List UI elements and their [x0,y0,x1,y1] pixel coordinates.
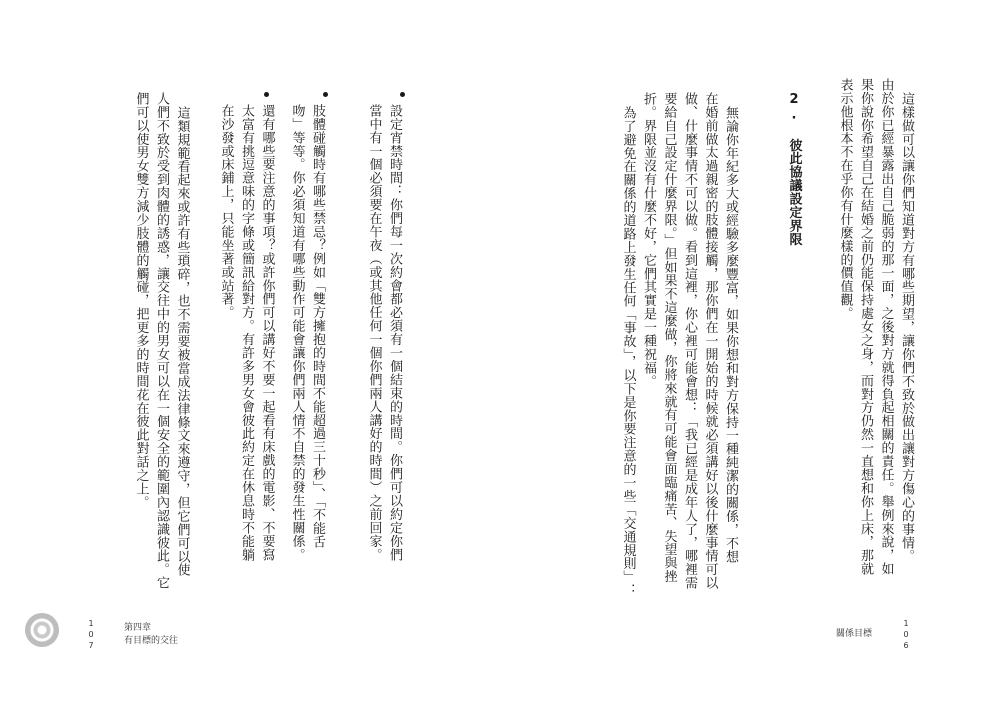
text-column: 果你說你希望自己在結婚之前仍能保持處女之身，而對方仍然一直想和你上床，那就 [858,78,873,576]
left-page-closing-paragraph [130,92,192,590]
text-column: 為了避免在關係的道路上發生任何「事故」，以下是你要注意的一些「交通規則」： [620,106,636,598]
text-column: 在婚前做太過親密的肢體接觸，那你們在一開始的時候就必須講好以後什麼事情可以 [702,92,718,590]
chapter-number: 第四章 [124,623,152,633]
section-heading [783,92,804,246]
text-column: 折。界限並沒有什麼不好，它們其實是一種祝福。 [641,92,656,388]
text-column: 還有哪些要注意的事項？或許你們可以講好不要一起看有床戲的電影、不要寫 [259,104,275,562]
text-column: 由於你已經暴露出自己脆弱的那一面，之後對方就得負起相關的責任。舉例來說，如 [878,78,894,576]
bullet-item-curfew [363,104,404,561]
text-column: 肢體碰觸時有哪些禁忌？例如「雙方擁抱的時間不能超過三十秒」、「不能舌 [310,104,325,549]
text-column: 太富有挑逗意味的字條或簡訊給對方。有許多男女會彼此約定在休息時不能躺 [239,104,254,562]
chapter-label [124,622,178,648]
text-column: 這類規範看起來或許有些瑣碎，也不需要被當成法律條文來遵守，但它們可以使 [174,106,190,577]
page-number-right: 1 0 6 [903,619,909,650]
chapter-title: 有目標的交往 [124,636,179,646]
text-column: 人們不致於受到肉體的誘惑，讓交往中的男女可以在一個安全的範圍內認識彼此。它 [154,92,169,590]
bullet-item-other-notes [215,104,277,561]
text-column: 做、什麼事情不可以做。看到這裡，你心裡可能會想：「我已經是成年人了，哪裡需 [682,92,697,590]
section-heading-text: 2. 彼此協議設定界限 [786,92,802,246]
text-column: 表示他根本不在乎你有什麼樣的價值觀。 [837,78,853,321]
text-column: 這樣做可以讓你們知道對方有哪些期望，讓你們不致於做出讓對方傷心的事情。 [899,92,914,563]
bullet-dot [400,92,405,97]
text-column: 們可以使男女雙方減少肢體的觸碰，把更多的時間花在彼此對話之上。 [133,92,149,509]
right-page-boundaries-paragraph [617,92,740,598]
right-page-intro-paragraph [834,78,916,576]
text-column: 吻」等等。你必須知道有哪些動作可能會讓你們兩人情不自禁的發生性關係。 [289,104,305,562]
text-column: 設定宵禁時間：你們每一次約會都必須有一個結束的時間。你們可以約定你們 [387,104,402,562]
bullet-item-physical-limits [286,104,327,561]
publisher-logo-icon [25,613,59,647]
text-column: 當中有一個必須要在午夜（或其他任何一個你們兩人講好的時間）之前回家。 [366,104,382,562]
text-column: 無論你年紀多大或經驗多麼豐富，如果你想和對方保持一種純潔的關係，不想 [723,106,738,564]
bullet-dot [264,92,269,97]
running-header-right: 關係目標 [836,629,873,639]
text-column: 要給自己設定什麼界限。」但如果不這麼做，你將來就有可能會面臨痛苦、失望與挫 [661,92,677,584]
bullet-dot [323,92,328,97]
page-number-left: 1 0 7 [88,619,94,650]
text-column: 在沙發或床鋪上，只能坐著或站著。 [218,104,234,320]
